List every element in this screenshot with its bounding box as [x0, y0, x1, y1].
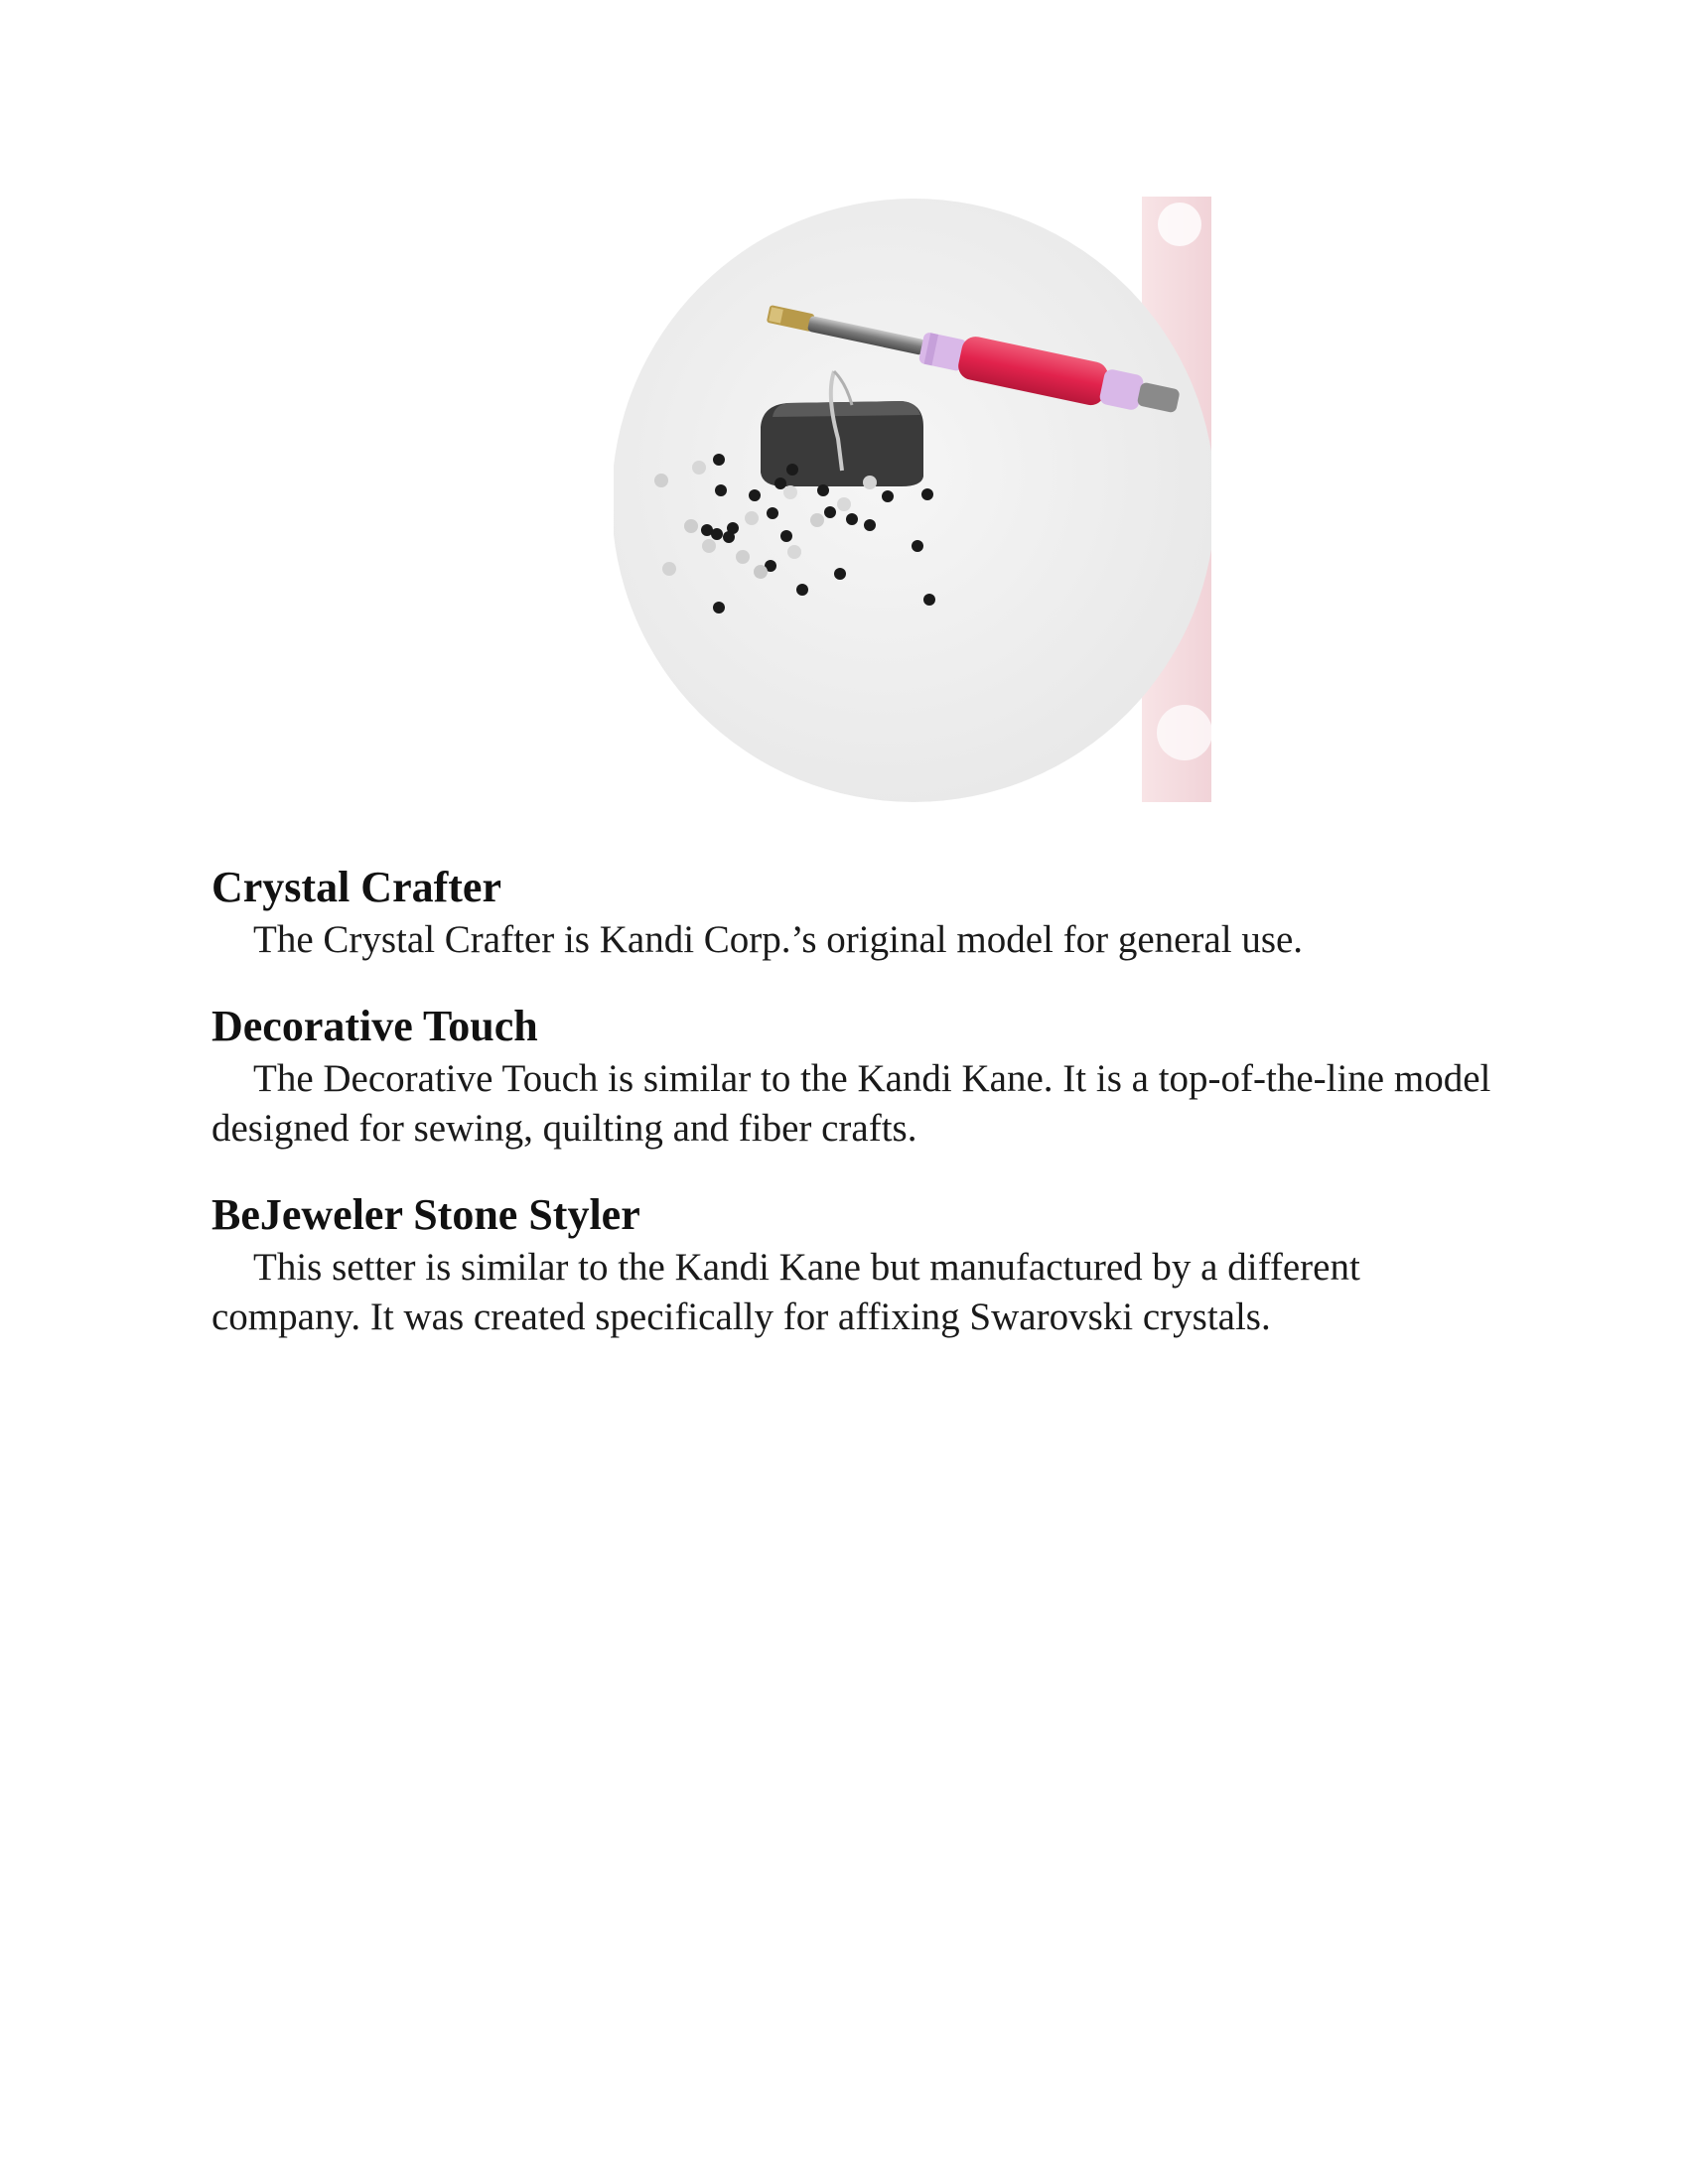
article-content	[211, 862, 1492, 1378]
applicator-illustration	[614, 197, 1211, 802]
section-body: The Crystal Crafter is Kandi Corp.’s original model for general use.	[253, 918, 1304, 961]
section-heading: Decorative Touch	[211, 1002, 538, 1050]
section-body: The Decorative Touch is similar to the Kandi Kane. It is a top-of-the-line model designed for sewing, quilting and fiber crafts.	[211, 1057, 1491, 1150]
background-circle	[614, 199, 1211, 802]
product-photo	[614, 197, 1211, 802]
section-bejeweler-stone-styler	[211, 1189, 1492, 1342]
section-body: This setter is similar to the Kandi Kane but manufactured by a different company. It was created specifically for affixing Swarovski crystals.	[211, 1246, 1360, 1338]
section-decorative-touch	[211, 1001, 1492, 1154]
section-crystal-crafter	[211, 862, 1492, 965]
section-heading: Crystal Crafter	[211, 863, 501, 911]
section-heading: BeJeweler Stone Styler	[211, 1190, 640, 1239]
